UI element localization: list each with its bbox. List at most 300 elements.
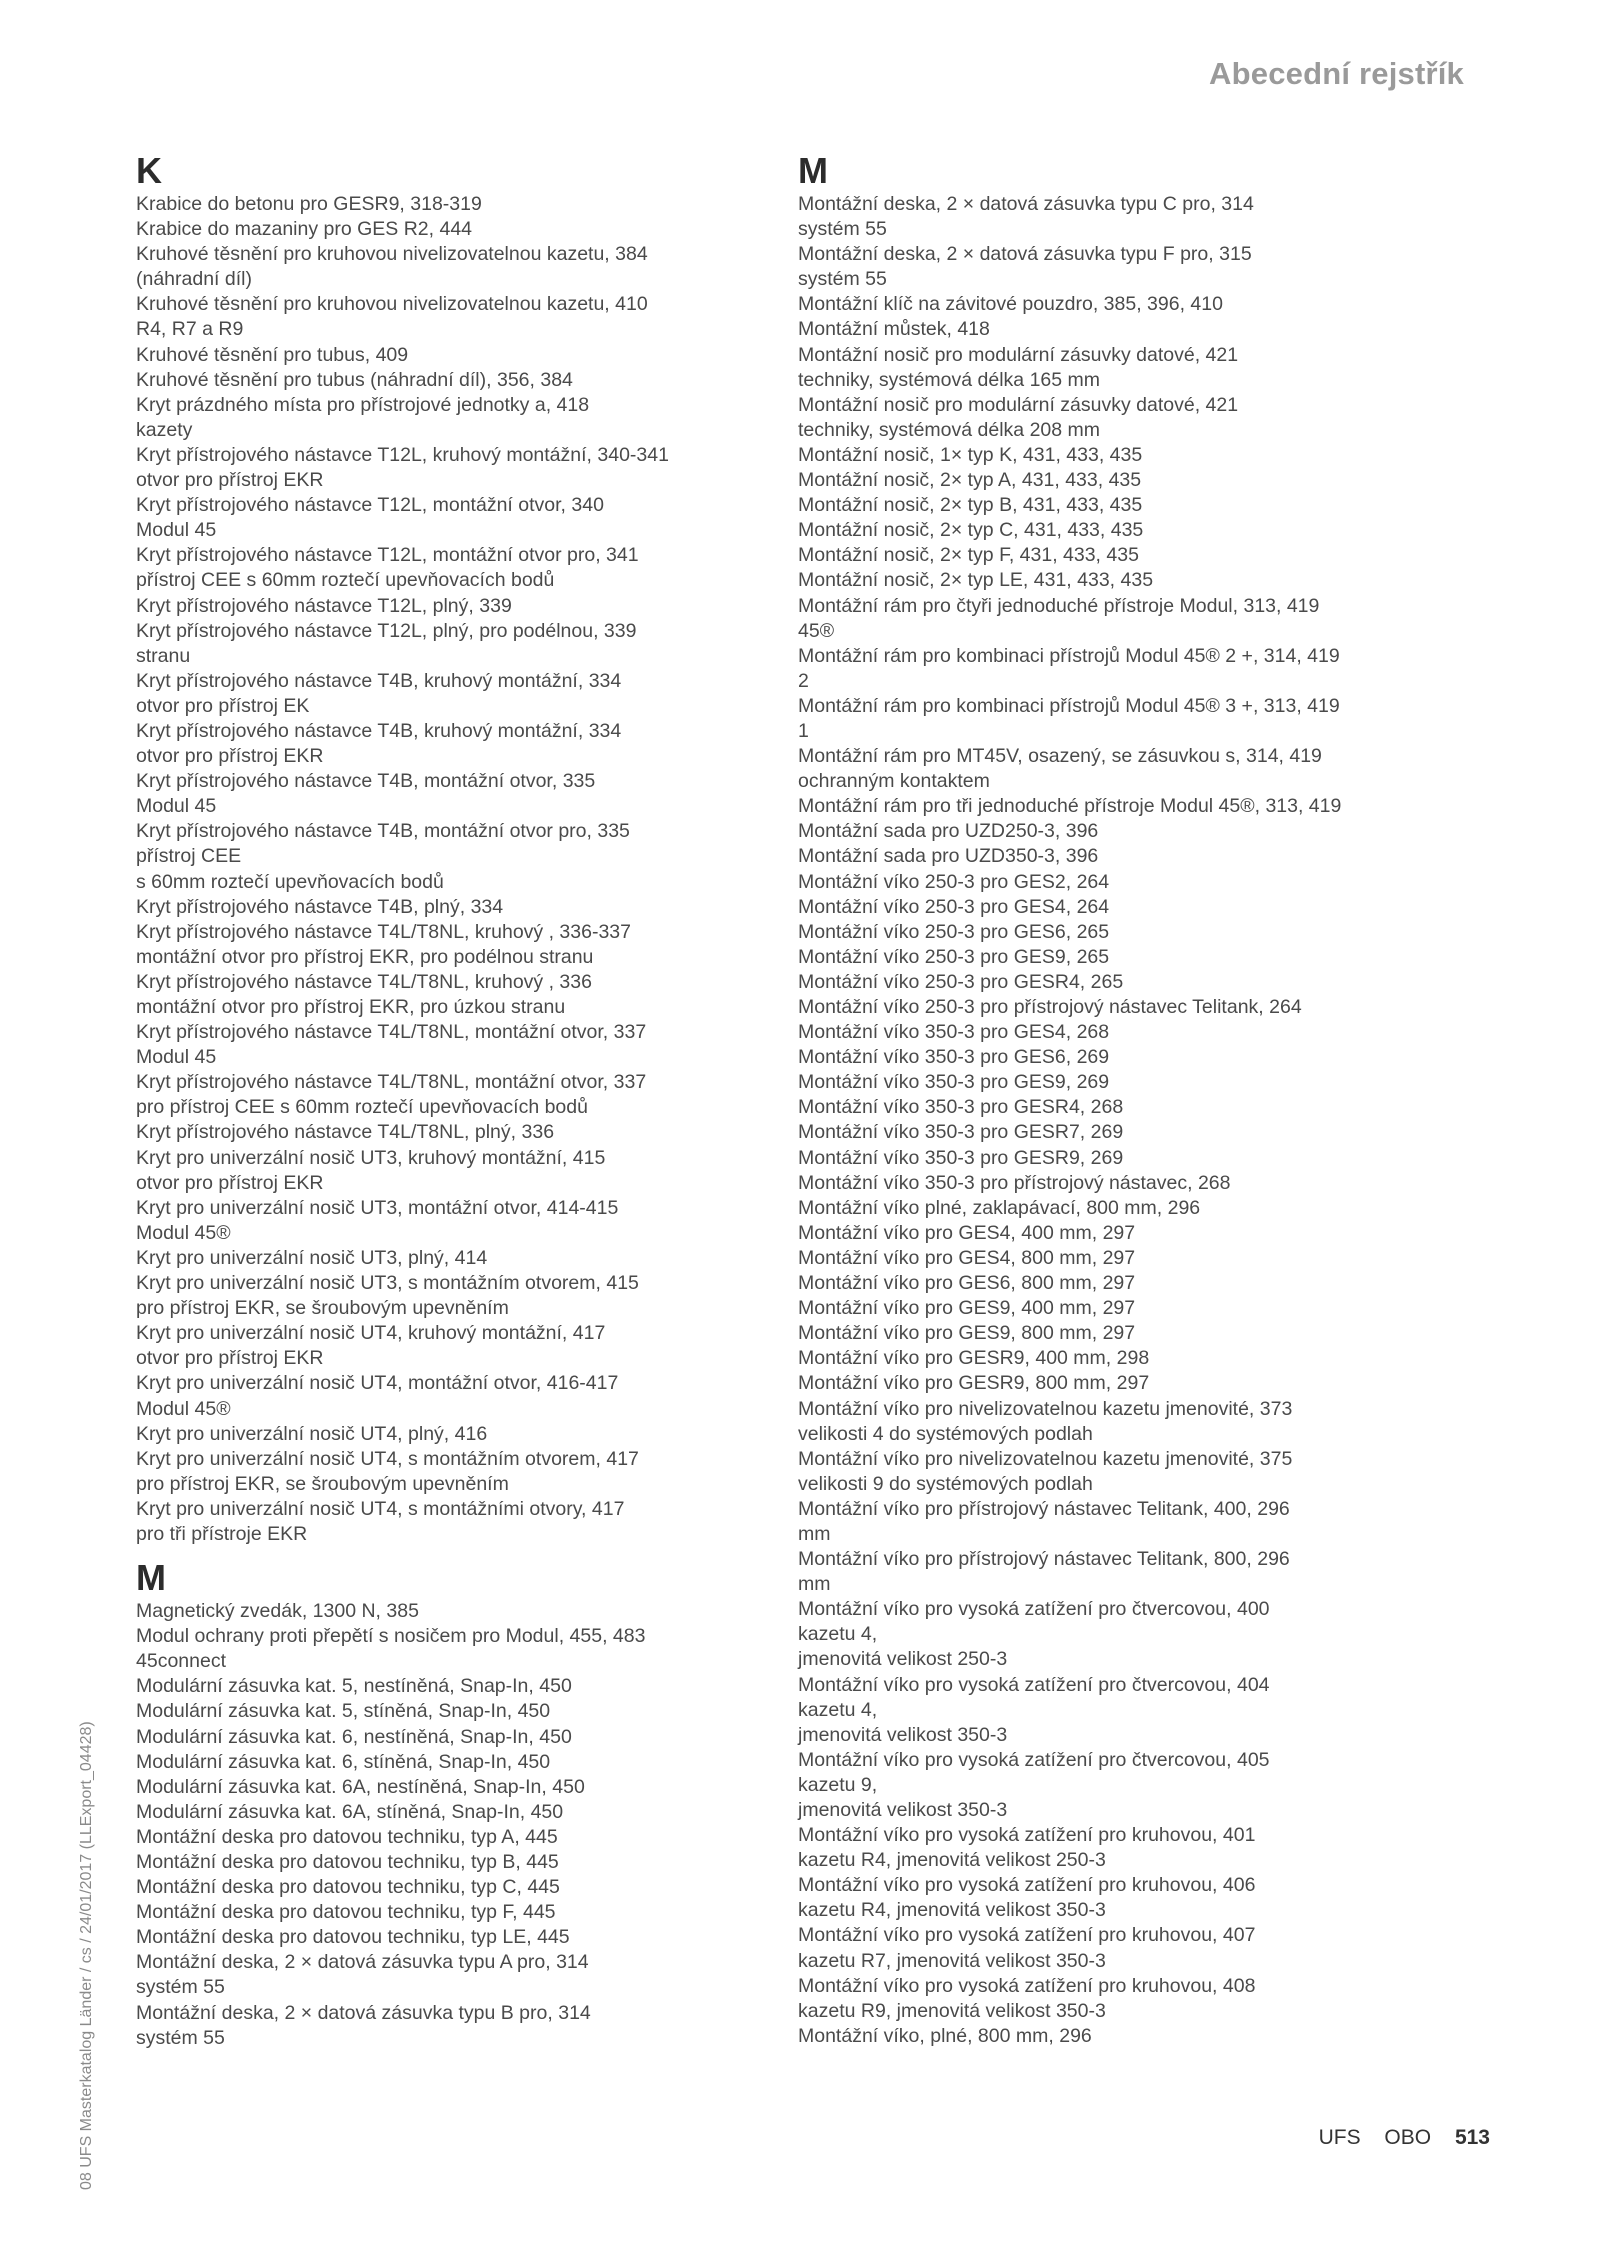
entry-continuation: 1	[798, 719, 809, 742]
entry-continuation: Modul 45	[136, 519, 217, 542]
index-entry	[136, 1925, 756, 1950]
entry-pages: 339	[479, 594, 512, 617]
entry-pages: 431, 433, 435	[1033, 569, 1154, 592]
page-footer	[1301, 2126, 1490, 2150]
entry-term: Montážní víko pro GESR9, 800 mm,	[798, 1372, 1112, 1395]
index-entry	[136, 292, 756, 342]
entry-pages: 408	[1222, 1974, 1256, 1997]
entry-pages: 431, 433, 435	[1022, 494, 1143, 517]
entry-term: Kryt přístrojového nástavce T12L, kruhový montážní,	[136, 443, 592, 466]
index-entry	[798, 518, 1478, 543]
entry-continuation: mm	[798, 1522, 831, 1545]
entry-term: Kryt přístrojového nástavce T4B, kruhový montážní,	[136, 669, 584, 692]
entry-term: Montážní víko 350-3 pro GES9,	[798, 1071, 1072, 1094]
entry-pages: 297	[1102, 1297, 1136, 1320]
entry-continuation: pro přístroj EKR, se šroubovým upevněním	[136, 1297, 509, 1320]
entry-pages: 336	[521, 1121, 555, 1144]
entry-pages: 337	[613, 1071, 647, 1094]
entry-term: Montážní nosič, 1× typ K,	[798, 443, 1018, 466]
index-entry	[798, 1146, 1478, 1171]
entry-pages: 335	[597, 820, 630, 843]
entry-term: Montážní deska, 2 × datová zásuvka typu C pro,	[798, 193, 1216, 215]
entry-pages: 264	[1269, 996, 1302, 1018]
entry-term: Montážní deska pro datovou techniku, typ LE,	[136, 1926, 532, 1949]
entry-pages: 450	[539, 1725, 572, 1748]
index-entry	[136, 1950, 756, 2000]
entry-pages: 318-319	[410, 193, 482, 215]
index-entry	[136, 1070, 756, 1120]
index-entry	[798, 1346, 1478, 1371]
index-entry	[136, 192, 756, 217]
entry-term: Montážní deska pro datovou techniku, typ A,	[136, 1825, 520, 1848]
entry-continuation: velikosti 4 do systémových podlah	[798, 1422, 1093, 1445]
index-entry	[798, 594, 1478, 644]
entry-continuation: otvor pro přístroj EKR	[136, 469, 324, 492]
entry-pages: 444	[439, 218, 473, 241]
entry-continuation: systém 55	[798, 218, 887, 241]
entry-term: Montážní nosič, 2× typ F,	[798, 544, 1015, 567]
index-entry	[136, 1825, 756, 1850]
entry-pages: 445	[525, 1825, 558, 1848]
entry-pages: 339	[603, 619, 637, 642]
entry-pages: 340	[571, 494, 604, 517]
index-entry	[798, 468, 1478, 493]
index-entry	[798, 393, 1478, 443]
index-column-left	[136, 150, 756, 2051]
entry-term: Kryt pro univerzální nosič UT4, montážní otvor,	[136, 1372, 542, 1395]
index-entry	[136, 1146, 756, 1196]
entry-pages: 265	[1076, 920, 1110, 943]
index-entry	[798, 920, 1478, 945]
index-entry	[798, 1397, 1478, 1447]
index-entry	[798, 543, 1478, 568]
index-entry	[798, 1196, 1478, 1221]
entry-pages: 431, 433, 435	[1024, 519, 1144, 542]
entry-pages: 414	[454, 1246, 488, 1269]
entry-pages: 450	[552, 1775, 585, 1798]
entry-continuation: pro přístroj CEE s 60mm roztečí upevňovacích bodů	[136, 1096, 588, 1119]
index-entry	[798, 1095, 1478, 1120]
entry-term: Kryt přístrojového nástavce T4L/T8NL, montážní otvor,	[136, 1071, 609, 1094]
entry-term: Montážní rám pro čtyři jednoduché přístroje Modul,	[798, 594, 1239, 617]
index-entry	[798, 694, 1478, 744]
entry-pages: 431, 433, 435	[1021, 469, 1142, 492]
entry-term: Montážní víko, plné, 800 mm,	[798, 2024, 1054, 2047]
index-entry	[798, 443, 1478, 468]
entry-continuation: 2	[798, 669, 809, 692]
entry-pages: 334	[470, 895, 504, 918]
index-entry	[136, 1775, 756, 1800]
index-entry	[136, 393, 756, 443]
entry-term: Kryt pro univerzální nosič UT4, s montážním otvorem,	[136, 1447, 601, 1470]
index-entry	[136, 1850, 756, 1875]
entry-pages: 269	[1076, 1071, 1110, 1094]
index-entry	[798, 1221, 1478, 1246]
index-entry	[136, 1246, 756, 1271]
entry-pages: 334	[588, 719, 622, 742]
entry-pages: 401	[1222, 1824, 1256, 1847]
entry-pages: 313, 419	[1265, 795, 1342, 818]
entry-pages: 298	[1116, 1347, 1150, 1370]
entry-term: Montážní víko pro vysoká zatížení pro kruhovou,	[798, 1974, 1218, 1997]
entry-pages: 313, 419	[1243, 594, 1320, 617]
entry-pages: 340-341	[597, 443, 669, 466]
index-entry	[798, 1547, 1478, 1597]
entry-term: Montážní rám pro kombinaci přístrojů Modul 45® 2 +,	[798, 644, 1259, 667]
entry-pages: 421	[1205, 343, 1239, 366]
index-entry	[136, 1800, 756, 1825]
entry-term: Kryt přístrojového nástavce T12L, plný,	[136, 594, 474, 617]
entry-term: Kryt přístrojového nástavce T4L/T8NL, kruhový ,	[136, 970, 554, 993]
entry-pages: 400	[1236, 1598, 1270, 1621]
entry-continuation: otvor pro přístroj EKR	[136, 745, 324, 768]
index-section	[136, 150, 756, 1547]
entry-term: Montážní víko 250-3 pro GES4,	[798, 895, 1072, 918]
entry-pages: 406	[1222, 1874, 1256, 1897]
entry-term: Montážní víko 250-3 pro GES2,	[798, 870, 1072, 893]
entry-pages: 297	[1102, 1221, 1136, 1244]
entry-term: Montážní nosič, 2× typ LE,	[798, 569, 1029, 592]
index-entry	[136, 217, 756, 242]
entry-term: Montážní deska, 2 × datová zásuvka typu B pro,	[136, 2001, 553, 2024]
entry-continuation: otvor pro přístroj EK	[136, 694, 310, 717]
entry-pages: 341	[606, 544, 639, 567]
entry-continuation: pro tři přístroje EKR	[136, 1522, 308, 1545]
entry-continuation: pro přístroj EKR, se šroubovým upevněním	[136, 1472, 509, 1495]
index-entry	[136, 343, 756, 368]
index-entry	[798, 1447, 1478, 1497]
entry-pages: 450	[530, 1800, 564, 1823]
index-entry	[136, 669, 756, 719]
entry-pages: 450	[517, 1750, 551, 1773]
entry-continuation: montážní otvor pro přístroj EKR, pro podélnou stranu	[136, 945, 594, 968]
entry-pages: 337	[613, 1021, 647, 1044]
index-entry	[798, 1823, 1478, 1873]
entry-pages: 417	[572, 1322, 606, 1345]
entry-pages: 356, 384	[496, 368, 573, 391]
index-entry	[798, 1020, 1478, 1045]
entry-pages: 455, 483	[569, 1625, 646, 1648]
entry-continuation: otvor pro přístroj EKR	[136, 1347, 324, 1370]
index-entry	[136, 1271, 756, 1321]
index-column-right	[798, 150, 1478, 2049]
entry-term: Kryt pro univerzální nosič UT3, montážní otvor,	[136, 1196, 542, 1219]
entry-continuation: Modul 45	[136, 1046, 217, 1069]
entry-term: Montážní víko pro vysoká zatížení pro kruhovou,	[798, 1924, 1218, 1947]
entry-pages: 314, 419	[1263, 644, 1340, 667]
index-entry	[136, 1624, 756, 1674]
entry-pages: 268	[1197, 1171, 1231, 1194]
footer-brand-ufs: UFS	[1318, 2126, 1361, 2149]
index-entry	[798, 1497, 1478, 1547]
index-entry	[136, 443, 756, 493]
index-entry	[798, 1171, 1478, 1196]
index-entry	[798, 1371, 1478, 1396]
entry-term: Kryt přístrojového nástavce T4L/T8NL, kruhový ,	[136, 920, 554, 943]
entry-pages: 314, 419	[1246, 745, 1322, 768]
entry-pages: 415	[572, 1146, 606, 1169]
entry-pages: 269	[1090, 1121, 1124, 1144]
entry-continuation: R4, R7 a R9	[136, 318, 244, 341]
entry-term: Kruhové těsnění pro tubus,	[136, 343, 371, 366]
entry-term: Montážní víko pro vysoká zatížení pro kruhovou,	[798, 1824, 1218, 1847]
index-entry	[798, 1120, 1478, 1145]
section-letter: M	[136, 1557, 166, 1599]
index-entry	[136, 1725, 756, 1750]
entry-term: Kryt přístrojového nástavce T12L, montážní otvor pro,	[136, 544, 601, 567]
entry-pages: 405	[1236, 1748, 1270, 1771]
entry-pages: 264	[1076, 895, 1110, 918]
entry-pages: 445	[537, 1926, 570, 1949]
entry-continuation: přístroj CEE s 60mm roztečí upevňovacích bodů	[136, 845, 444, 893]
entry-pages: 431, 433, 435	[1019, 544, 1139, 567]
entry-continuation: velikosti 9 do systémových podlah	[798, 1472, 1093, 1495]
entry-term: Kryt pro univerzální nosič UT3, kruhový montážní,	[136, 1146, 568, 1169]
entry-pages: 416	[454, 1422, 488, 1445]
entry-term: Montážní deska pro datovou techniku, typ C,	[136, 1876, 522, 1899]
index-entry	[798, 2024, 1478, 2049]
entry-pages: 410	[615, 293, 648, 316]
index-entry	[798, 794, 1478, 819]
index-entry	[798, 1246, 1478, 1271]
index-entry	[798, 1271, 1478, 1296]
index-entry	[798, 895, 1478, 920]
index-entry	[798, 1321, 1478, 1346]
entry-term: Modulární zásuvka kat. 6, stíněná, Snap-In,	[136, 1750, 513, 1773]
entry-term: Montážní nosič, 2× typ C,	[798, 519, 1019, 542]
entry-term: Montážní víko 350-3 pro přístrojový nástavec,	[798, 1171, 1193, 1194]
entry-term: Montážní víko pro vysoká zatížení pro čtvercovou,	[798, 1673, 1232, 1696]
index-entry	[136, 1750, 756, 1775]
entry-pages: 296	[1059, 2024, 1092, 2047]
entry-term: Modulární zásuvka kat. 6, nestíněná, Snap-In,	[136, 1725, 534, 1748]
entry-term: Kryt přístrojového nástavce T4B, montážní otvor,	[136, 770, 558, 793]
entry-term: Montážní klíč na závitové pouzdro,	[798, 293, 1099, 316]
entry-term: Montážní rám pro tři jednoduché přístroje Modul 45®,	[798, 795, 1261, 818]
entry-term: Kruhové těsnění pro kruhovou nivelizovatelnou kazetu,	[136, 243, 610, 266]
entry-pages: 445	[527, 1876, 560, 1899]
entry-pages: 445	[522, 1901, 556, 1924]
entry-pages: 265	[1076, 945, 1110, 968]
index-entry	[798, 317, 1478, 342]
entry-term: Montážní víko 250-3 pro GES6,	[798, 920, 1072, 943]
entry-term: Kryt přístrojového nástavce T12L, plný, pro podélnou,	[136, 619, 599, 642]
entry-continuation: mm	[798, 1573, 831, 1596]
entry-term: Montážní rám pro MT45V, osazený, se zásuvkou s,	[798, 745, 1241, 768]
index-section	[136, 1557, 756, 2051]
entry-pages: 264	[1076, 870, 1110, 893]
entry-term: Kryt pro univerzální nosič UT4, plný,	[136, 1422, 450, 1445]
entry-pages: 296	[1257, 1548, 1290, 1571]
index-entry	[136, 1321, 756, 1371]
entry-term: Montážní víko pro přístrojový nástavec Telitank, 800,	[798, 1548, 1252, 1571]
entry-term: Kryt přístrojového nástavce T4B, kruhový montážní,	[136, 719, 584, 742]
index-entry	[798, 970, 1478, 995]
entry-pages: 296	[1257, 1497, 1290, 1520]
entry-term: Montážní deska pro datovou techniku, typ F,	[136, 1901, 518, 1924]
entry-term: Montážní víko 350-3 pro GES6,	[798, 1046, 1072, 1069]
entry-continuation: kazetu R4, jmenovitá velikost 350-3	[798, 1899, 1106, 1922]
entry-pages: 385, 396, 410	[1103, 293, 1223, 316]
entry-pages: 313, 419	[1263, 694, 1340, 717]
entry-pages: 385	[386, 1600, 419, 1623]
entry-pages: 421	[1205, 393, 1239, 416]
page-title: Abecední rejstřík	[1209, 56, 1464, 91]
entry-term: Montážní víko pro GESR9, 400 mm,	[798, 1347, 1112, 1370]
entry-pages: 268	[1076, 1021, 1110, 1044]
index-entry	[798, 819, 1478, 844]
entry-pages: 445	[526, 1851, 559, 1873]
entry-term: Modul ochrany proti přepětí s nosičem pro Modul,	[136, 1625, 565, 1648]
index-entry	[798, 1923, 1478, 1973]
entry-pages: 375	[1259, 1447, 1293, 1470]
entry-pages: 336	[559, 970, 592, 993]
index-entry	[798, 1873, 1478, 1923]
index-entry	[136, 2001, 756, 2051]
entry-pages: 409	[375, 343, 409, 366]
entry-term: Montážní víko pro nivelizovatelnou kazetu jmenovité,	[798, 1397, 1255, 1420]
entry-continuation: techniky, systémová délka 208 mm	[798, 418, 1101, 441]
entry-continuation: montážní otvor pro přístroj EKR, pro úzkou stranu	[136, 996, 566, 1018]
entry-pages: 416-417	[546, 1372, 619, 1395]
entry-term: Modulární zásuvka kat. 5, nestíněná, Snap-In,	[136, 1675, 534, 1698]
entry-term: Montážní víko pro GES4, 400 mm,	[798, 1221, 1098, 1244]
index-entry	[798, 292, 1478, 317]
index-entry	[136, 594, 756, 619]
entry-term: Montážní víko pro GES9, 400 mm,	[798, 1297, 1098, 1320]
entry-pages: 314	[556, 1951, 589, 1974]
entry-term: Montážní sada pro UZD250-3,	[798, 820, 1061, 843]
index-entry	[798, 242, 1478, 292]
entry-term: Montážní víko 350-3 pro GESR9,	[798, 1146, 1086, 1169]
entry-pages: 297	[1102, 1246, 1136, 1269]
entry-term: Montážní nosič, 2× typ A,	[798, 469, 1017, 492]
entry-term: Kryt pro univerzální nosič UT4, s montážními otvory,	[136, 1497, 587, 1520]
entry-continuation: kazetu 9, jmenovitá velikost 350-3	[798, 1773, 1008, 1821]
index-entry	[798, 1296, 1478, 1321]
entry-term: Kryt přístrojového nástavce T4L/T8NL, plný,	[136, 1121, 517, 1144]
index-entry	[798, 995, 1478, 1020]
index-entry	[798, 568, 1478, 593]
entry-pages: 265	[1090, 970, 1124, 993]
footer-brand-obo: OBO	[1384, 2126, 1432, 2149]
entry-term: Kruhové těsnění pro tubus (náhradní díl),	[136, 368, 492, 391]
entry-term: Kryt přístrojového nástavce T4B, montážní otvor pro,	[136, 820, 592, 843]
section-letter: K	[136, 150, 162, 191]
entry-pages: 431, 433, 435	[1022, 443, 1143, 466]
index-entry	[136, 1699, 756, 1724]
entry-term: Montážní nosič pro modulární zásuvky datové,	[798, 343, 1201, 366]
entry-term: Modulární zásuvka kat. 6A, stíněná, Snap-In,	[136, 1800, 526, 1823]
index-entry	[136, 895, 756, 920]
entry-term: Montážní nosič pro modulární zásuvky datové,	[798, 393, 1201, 416]
entry-pages: 268	[1090, 1096, 1124, 1119]
index-entry	[136, 1900, 756, 1925]
index-entry	[136, 1196, 756, 1246]
entry-term: Montážní víko 250-3 pro přístrojový nástavec Telitank,	[798, 996, 1264, 1018]
entry-continuation: kazetu 4, jmenovitá velikost 250-3	[798, 1623, 1008, 1671]
entry-pages: 297	[1102, 1322, 1136, 1345]
index-entry	[136, 1020, 756, 1070]
index-entry	[136, 242, 756, 292]
entry-pages: 373	[1259, 1397, 1293, 1420]
entry-pages: 269	[1090, 1146, 1124, 1169]
entry-term: Kryt pro univerzální nosič UT4, kruhový montážní,	[136, 1322, 568, 1345]
entry-term: Kryt prázdného místa pro přístrojové jednotky a,	[136, 393, 552, 416]
entry-term: Montážní sada pro UZD350-3,	[798, 845, 1061, 868]
index-entry	[798, 343, 1478, 393]
entry-continuation: otvor pro přístroj EKR	[136, 1171, 324, 1194]
entry-term: Kryt pro univerzální nosič UT3, plný,	[136, 1246, 450, 1269]
index-entry	[798, 1974, 1478, 2024]
entry-pages: 418	[957, 318, 990, 341]
entry-term: Montážní víko pro vysoká zatížení pro kruhovou,	[798, 1874, 1218, 1897]
entry-pages: 404	[1236, 1673, 1270, 1696]
entry-term: Kryt přístrojového nástavce T4L/T8NL, montážní otvor,	[136, 1021, 609, 1044]
index-entry	[136, 1447, 756, 1497]
entry-term: Montážní víko pro přístrojový nástavec Telitank, 400,	[798, 1497, 1252, 1520]
index-entry	[136, 719, 756, 769]
index-entry	[798, 945, 1478, 970]
entry-continuation: Modul 45®	[136, 1397, 231, 1420]
index-entry	[798, 493, 1478, 518]
index-entry	[136, 769, 756, 819]
entry-pages: 396	[1065, 845, 1099, 868]
entry-continuation: ochranným kontaktem	[798, 770, 990, 793]
entry-term: Montážní nosič, 2× typ B,	[798, 494, 1018, 517]
index-entry	[798, 744, 1478, 794]
catalog-side-note: 08 UFS Masterkatalog Länder / cs / 24/01/2017 (LLExport_04428)	[78, 1721, 95, 2190]
entry-pages: 418	[556, 393, 590, 416]
entry-term: Montážní deska pro datovou techniku, typ B,	[136, 1851, 521, 1873]
entry-pages: 334	[588, 669, 622, 692]
index-entry	[136, 970, 756, 1020]
entry-pages: 314	[558, 2001, 591, 2024]
entry-pages: 407	[1222, 1924, 1256, 1947]
entry-term: Montážní víko 350-3 pro GES4,	[798, 1021, 1072, 1044]
index-entry	[798, 192, 1478, 242]
index-entry	[798, 844, 1478, 869]
entry-term: Modulární zásuvka kat. 6A, nestíněná, Snap-In,	[136, 1775, 547, 1798]
page-number: 513	[1454, 2126, 1490, 2149]
entry-continuation: stranu	[136, 644, 191, 667]
entry-pages: 384	[615, 243, 648, 266]
entry-pages: 314	[1221, 193, 1254, 215]
entry-term: Krabice do mazaniny pro GES R2,	[136, 218, 435, 241]
entry-continuation: systém 55	[136, 2026, 225, 2049]
index-entry	[798, 1673, 1478, 1748]
index-entry	[136, 1599, 756, 1624]
index-entry	[798, 1597, 1478, 1672]
entry-term: Montážní víko 250-3 pro GESR4,	[798, 970, 1086, 993]
entry-term: Montážní víko 350-3 pro GESR7,	[798, 1121, 1086, 1144]
entry-term: Montážní rám pro kombinaci přístrojů Modul 45® 3 +,	[798, 694, 1259, 717]
entry-pages: 417	[606, 1447, 639, 1470]
entry-pages: 414-415	[546, 1196, 619, 1219]
entry-pages: 297	[1116, 1372, 1150, 1395]
entry-term: Kruhové těsnění pro kruhovou nivelizovatelnou kazetu,	[136, 293, 610, 316]
entry-term: Montážní víko pro vysoká zatížení pro čtvercovou,	[798, 1598, 1232, 1621]
entry-continuation: kazetu R4, jmenovitá velikost 250-3	[798, 1849, 1106, 1872]
entry-term: Montážní víko pro nivelizovatelnou kazetu jmenovité,	[798, 1447, 1255, 1470]
index-entry	[798, 870, 1478, 895]
index-entry	[136, 543, 756, 593]
index-entry	[136, 1371, 756, 1421]
entry-term: Montážní víko pro GES6, 800 mm,	[798, 1272, 1098, 1295]
index-entry	[136, 493, 756, 543]
index-entry	[136, 1497, 756, 1547]
entry-pages: 315	[1219, 243, 1252, 266]
